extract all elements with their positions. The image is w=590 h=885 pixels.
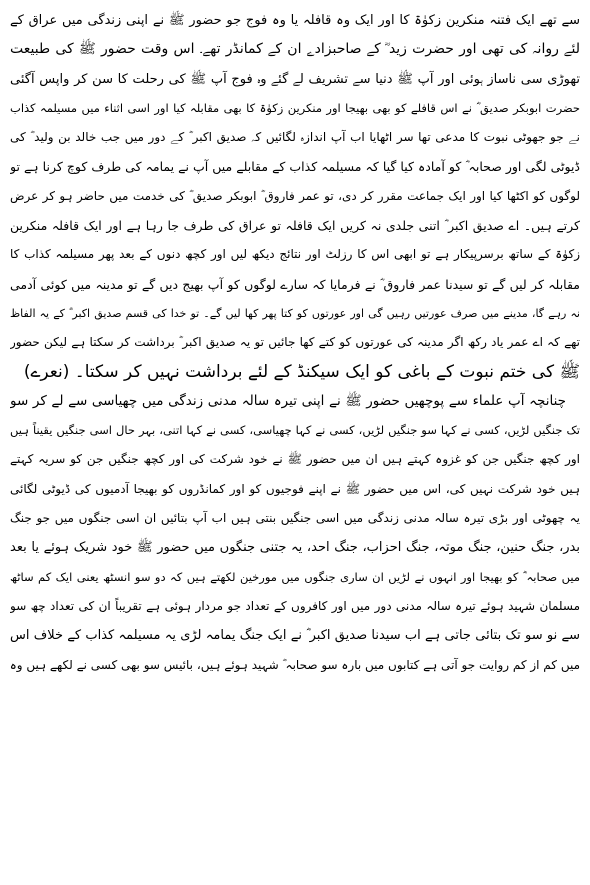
text-line: ڈیوٹی لگی اور صحابہ ؓ کو آمادہ کیا گیا کہ مسیلمہ کذاب کے مقابلے میں آپ نے یمامہ کی طرف کوچ کرنا ہے تو [10, 159, 580, 175]
text-line: چنانچہ آپ علماء سے پوچھیں حضور ﷺ نے اپنی تیرہ سالہ مدنی زندگی میں چھیاسی سے لے کر سو [10, 392, 566, 409]
text-line: میں کم از کم روایت جو آتی ہے کتابوں میں بارہ سو صحابہ ؓ شہید ہوئے ہیں، بائیس سو بھی کسی نے لکھے ہیں وہ [10, 657, 580, 672]
text-line: نہ رہے گا، مدینے میں صرف عورتیں رہیں گی اور عورتوں کو کتا پھر کھا لیں گے۔ تو خدا کی قسم صدیق اکبر ؓ کے یہ الفاظ [10, 306, 580, 320]
text-line: ہیں خود شرکت نہیں کی، اس میں حضور ﷺ نے اپنے فوجیوں کو اور کمانڈروں کو بھیجا آدمیوں کی ڈیوٹی لگائی [10, 481, 580, 496]
text-line: نے جو جھوٹی نبوت کا مدعی تھا سر اٹھایا اب آپ اندازہ لگائیں کہ صدیق اکبر ؓ کے دور میں جب خالد بن ولید ؓ کی [10, 130, 580, 145]
text-line: زکوٰۃ کے ساتھ برسرپیکار ہے تو ابھی اس کا رزلٹ اور نتائج دیکھ لیں اور کچھ دنوں کے بعد پھر مسیلمہ کذاب کا [10, 247, 580, 262]
text-line: تھے کہ اے عمر یاد رکھ اگر مدینہ کی عورتوں کو کتے کھا جائیں تو یہ صدیق اکبر ؓ برداشت کر سکتا ہے لیکن حضور [10, 335, 580, 350]
text-line: سے نو سو تک بتائی جاتی ہے اب سیدنا صدیق اکبر ؓ نے ایک جنگ یمامہ لڑی یہ مسیلمہ کذاب کے خلاف اس [10, 628, 580, 644]
text-line: میں صحابہ ؓ کو بھیجا اور انہوں نے لڑیں ان ساری جنگوں میں مورخین لکھتے ہیں کہ دو سو انسٹھ یعنی ایک کم ساٹھ [10, 569, 580, 584]
text-line: سے تھے ایک فتنہ منکرین زکوٰۃ کا اور ایک وہ قافلہ یا وہ فوج جو حضور ﷺ نے اپنی زندگی میں عراق کے [10, 13, 580, 28]
text-line: یہ چھوٹی اور بڑی تیرہ سالہ مدنی زندگی میں اسی جنگیں بنتی ہیں اب آپ بتائیں ان اسی جنگوں میں جو جنگ [10, 511, 580, 526]
text-line: مقابلہ کر لیں گے تو سیدنا عمر فاروق ؓ نے فرمایا کہ سارے لوگوں کو آپ بھیج دیں گے تو مدینہ میں کوئی آدمی [10, 276, 580, 292]
text-line: تھوڑی سی ناساز ہوئی اور آپ ﷺ دنیا سے تشریف لے گئے وہ فوج آپ ﷺ کی رحلت کا سن کر واپس آگئی [10, 71, 580, 87]
text-line: کرتے ہیں۔ اے صدیق اکبر ؓ اتنی جلدی نہ کریں ایک قافلہ تو عراق کی طرف جا رہا ہے اور ایک قافلہ منکرین [10, 218, 580, 234]
text-line: تک جنگیں لڑیں، کسی نے کہا سو جنگیں لڑیں، کسی نے کہا چھیاسی، کسی نے کہا اتنی، بہر حال اسی جنگیں یقیناً ہیں [10, 423, 580, 438]
urdu-text-body [10, 6, 580, 680]
text-line: بدر، جنگ حنین، جنگ موتہ، جنگ احزاب، جنگ احد، یہ جتنی جنگوں میں حضور ﷺ خود شریک ہوئے یا بعد [10, 540, 580, 556]
text-line: اور کچھ جنگیں جن کو غزوہ کہتے ہیں ان میں حضور ﷺ نے خود شرکت کی اور کچھ جنگیں جن کو سریہ کہتے [10, 452, 580, 467]
text-line: حضرت ابوبکر صدیق ؓ نے اس قافلے کو بھی بھیجا اور منکرین زکوٰۃ کا بھی مقابلہ کیا اور اسی اثناء میں مسیلمہ کذاب [10, 100, 580, 115]
text-line: لئے روانہ کی تھی اور حضرت زید ؓ کے صاحبزادے ان کے کمانڈر تھے۔ اس وقت حضور ﷺ کی طبیعت [10, 41, 580, 58]
text-line: لوگوں کو اکٹھا کیا اور ایک جماعت مقرر کر دی، تو عمر فاروق ؓ ابوبکر صدیق ؓ کی خدمت میں حاضر ہو کر عرض [10, 188, 580, 203]
text-line: ﷺ کی ختم نبوت کے باغی کو ایک سیکنڈ کے لئے برداشت نہیں کر سکتا۔ (نعرے) [23, 361, 580, 382]
text-line: مسلمان شہید ہوئے تیرہ سالہ مدنی دور میں اور کافروں کے تعداد جو مردار ہوئی ہے تقریباً ان کی تعداد چھ سو [10, 598, 580, 613]
